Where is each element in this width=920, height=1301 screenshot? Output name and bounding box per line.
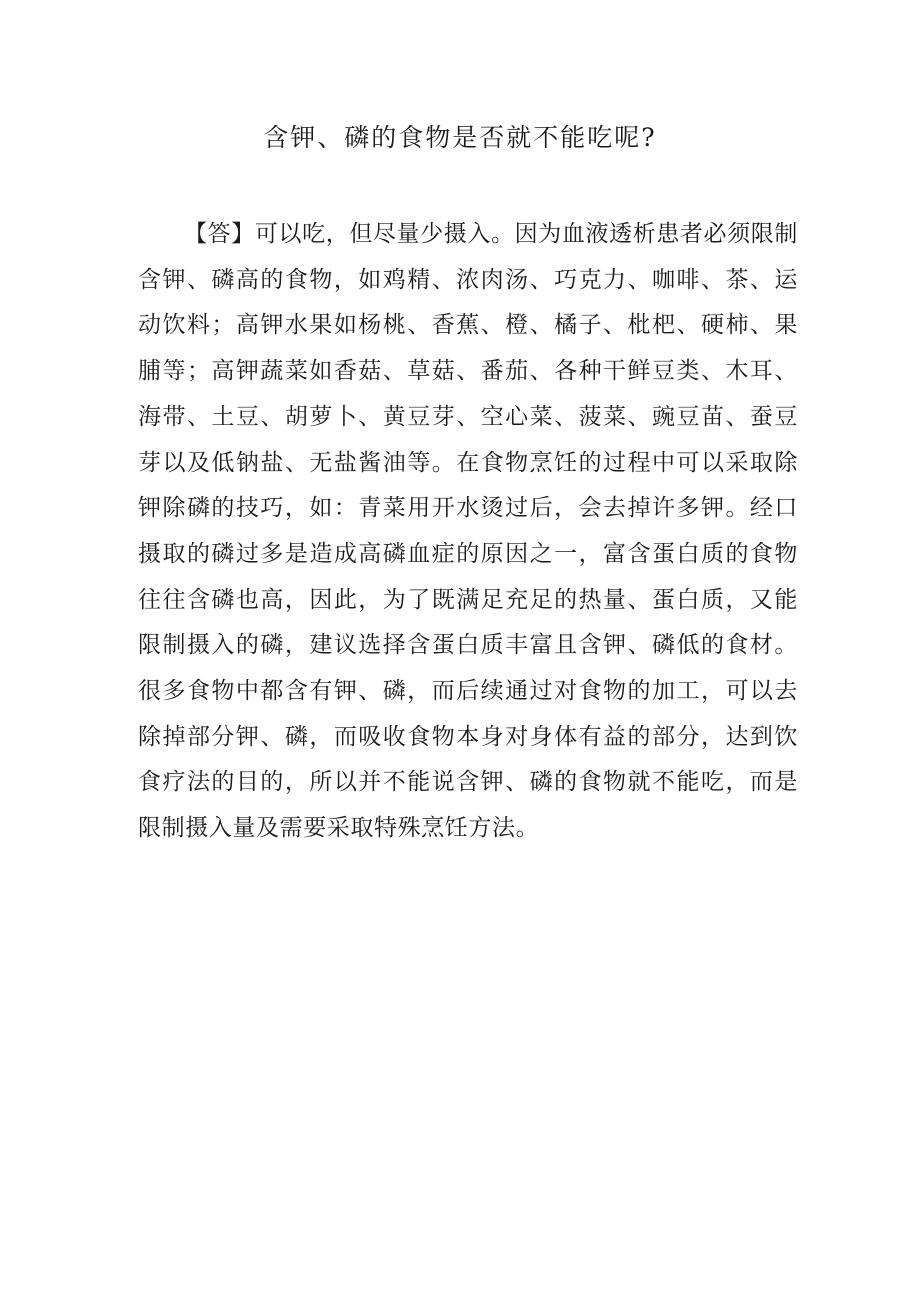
answer-paragraph	[138, 212, 798, 852]
document-title: 含钾、磷的食物是否就不能吃呢?	[263, 123, 657, 152]
answer-label: 【答】	[184, 221, 255, 247]
answer-text: 可以吃，但尽量少摄入。因为血液透析患者必须限制含钾、磷高的食物，如鸡精、浓肉汤、巧克力、咖啡、茶、运动饮料；高钾水果如杨桃、香蕉、橙、橘子、枇杷、硬柿、果脯等；高钾蔬菜如香菇、草菇、番茄、各种干鲜豆类、木耳、海带、土豆、胡萝卜、黄豆芽、空心菜、菠菜、豌豆苗、蚕豆芽以及低钠盐、无盐酱油等。在食物烹饪的过程中可以采取除钾除磷的技巧，如：青菜用开水烫过后，会去掉许多钾。经口摄取的磷过多是造成高磷血症的原因之一，富含蛋白质的食物往往含磷也高，因此，为了既满足充足的热量、蛋白质，又能限制摄入的磷，建议选择含蛋白质丰富且含钾、磷低的食材。很多食物中都含有钾、磷，而后续通过对食物的加工，可以去除掉部分钾、磷，而吸收食物本身对身体有益的部分，达到饮食疗法的目的，所以并不能说含钾、磷的食物就不能吃，而是限制摄入量及需要采取特殊烹饪方法。	[138, 221, 798, 842]
